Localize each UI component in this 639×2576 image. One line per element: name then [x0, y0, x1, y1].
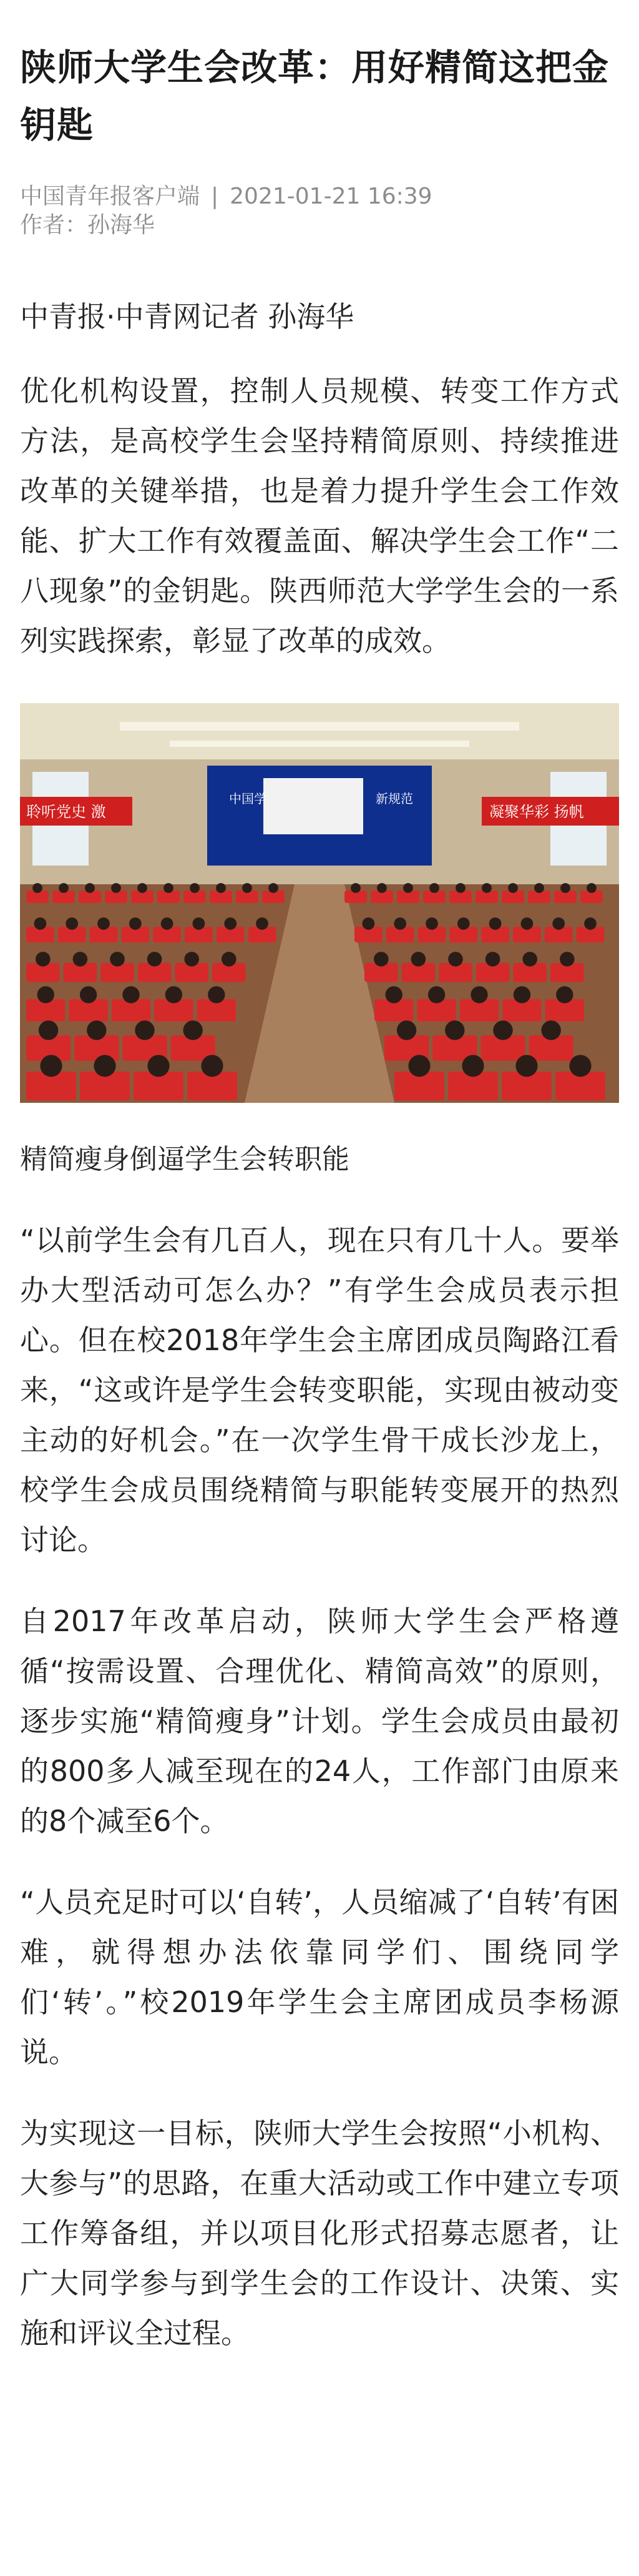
audience-head [542, 1020, 561, 1040]
audience-head [193, 917, 205, 930]
paragraph-2: “以前学生会有几百人，现在只有几十人。要举办大型活动可怎么办？”有学生会成员表示担心。但在校2018年学生会主席团成员陶路江看来，“这或许是学生会转变职能，实现由被动变主动的好机会。”在一次学生骨干成长沙龙上，校学生会成员围绕精简与职能转变展开的热烈讨论。 [20, 1223, 619, 1557]
banner-left-text: 聆听党史 激 [26, 803, 106, 821]
audience-head [521, 917, 534, 930]
audience-head [163, 883, 173, 893]
audience-head [569, 1055, 591, 1077]
audience-head [85, 883, 95, 893]
audience-head [363, 917, 375, 930]
audience-head [560, 883, 570, 893]
audience-head [482, 883, 492, 893]
audience-head [34, 917, 47, 930]
audience-head [256, 917, 268, 930]
screen-text-right: 新规范 [376, 791, 413, 806]
audience-head [445, 1020, 464, 1040]
screen-text-left: 中国学 [229, 791, 266, 806]
paragraph-intro: 优化机构设置，控制人员规模、转变工作方式方法，是高校学生会坚持精简原则、持续推进改革的关键举措，也是着力提升学生会工作效能、扩大工作有效覆盖面、解决学生会工作“二八现象”的金钥匙。陕西师范大学学生会的一系列实践探索，彰显了改革的成效。 [20, 374, 619, 658]
audience-head [222, 952, 237, 967]
reporter-byline: 中青报·中青网记者 孙海华 [20, 300, 354, 333]
meta-separator: | [211, 184, 219, 209]
audience-head [39, 1020, 58, 1040]
audience-head [161, 917, 173, 930]
audience-head [552, 917, 565, 930]
paragraph-5: 为实现这一目标，陕师大学生会按照“小机构、大参与”的思路，在重大活动或工作中建立专项工作筹备组，并以项目化形式招募志愿者，让广大同学参与到学生会的工作设计、决策、实施和评议全过程。 [20, 2116, 619, 2350]
audience-head [471, 986, 487, 1003]
article-title: 陕师大学生会改革：用好精简这把金钥匙 [20, 46, 610, 146]
audience-head [111, 883, 121, 893]
audience-head [584, 917, 597, 930]
article-photo [20, 703, 619, 1103]
audience-head [428, 986, 445, 1003]
banner-right-text: 凝聚华彩 扬帆 [489, 803, 584, 821]
audience-head [456, 883, 466, 893]
audience-head [457, 917, 470, 930]
audience-head [59, 883, 69, 893]
audience-head [508, 883, 518, 893]
audience-head [224, 917, 237, 930]
audience-head [426, 917, 438, 930]
audience-head [147, 952, 162, 967]
section-subheading: 精简瘦身倒逼学生会转职能 [20, 1143, 349, 1175]
audience-head [489, 917, 502, 930]
audience-head [94, 1055, 115, 1077]
audience-head [394, 917, 406, 930]
audience-head [374, 952, 389, 967]
audience-head [135, 1020, 154, 1040]
audience-head [485, 952, 500, 967]
publish-datetime: 2021-01-21 16:39 [230, 184, 432, 209]
audience-head [36, 952, 51, 967]
audience-head [147, 1055, 169, 1077]
audience-head [216, 883, 226, 893]
audience-head [429, 883, 439, 893]
audience-head [87, 1020, 106, 1040]
meeting-room-illustration [20, 703, 619, 1103]
audience-head [137, 883, 147, 893]
audience-head [190, 883, 200, 893]
audience-head [397, 1020, 416, 1040]
author-line: 作者：孙海华 [20, 212, 155, 238]
audience-head [129, 917, 142, 930]
audience-head [377, 883, 387, 893]
audience-head [514, 986, 530, 1003]
paragraph-4: “人员充足时可以‘自转’，人员缩减了‘自转’有困难，就得想办法依靠同学们、围绕同学们‘转’。”校2019年学生会主席团成员李杨源说。 [20, 1885, 619, 2069]
audience-head [351, 883, 361, 893]
audience-head [515, 1055, 537, 1077]
audience-head [403, 883, 413, 893]
audience-head [32, 883, 42, 893]
audience-head [97, 917, 110, 930]
article-meta [20, 182, 619, 240]
ceiling-light [120, 722, 519, 731]
audience-head [448, 952, 463, 967]
audience-head [522, 952, 537, 967]
ceiling-light [170, 741, 469, 747]
audience-head [462, 1055, 484, 1077]
audience-head [110, 952, 125, 967]
audience-head [80, 986, 97, 1003]
audience-head [165, 986, 182, 1003]
audience-head [411, 952, 426, 967]
audience-head [40, 1055, 62, 1077]
audience-head [37, 986, 54, 1003]
audience-head [66, 917, 78, 930]
source-label[interactable]: 中国青年报客户端 [20, 184, 200, 209]
audience-head [587, 883, 597, 893]
audience-head [183, 1020, 203, 1040]
audience-head [184, 952, 199, 967]
projection-screen [263, 778, 363, 834]
audience-head [556, 986, 573, 1003]
photo-ceiling [20, 703, 619, 759]
audience-head [208, 986, 225, 1003]
meta-line [20, 182, 619, 211]
audience-head [560, 952, 575, 967]
audience-head [408, 1055, 430, 1077]
audience-head [122, 986, 139, 1003]
audience-head [242, 883, 252, 893]
audience-head [73, 952, 88, 967]
audience-head [386, 986, 402, 1003]
paragraph-3: 自2017年改革启动，陕师大学生会严格遵循“按需设置、合理优化、精简高效”的原则，逐步实施“精简瘦身”计划。学生会成员由最初的800多人减至现在的24人，工作部门由原来的8个减至6个。 [20, 1604, 619, 1838]
audience-head [534, 883, 544, 893]
audience-head [493, 1020, 512, 1040]
audience-head [201, 1055, 223, 1077]
audience-head [268, 883, 278, 893]
